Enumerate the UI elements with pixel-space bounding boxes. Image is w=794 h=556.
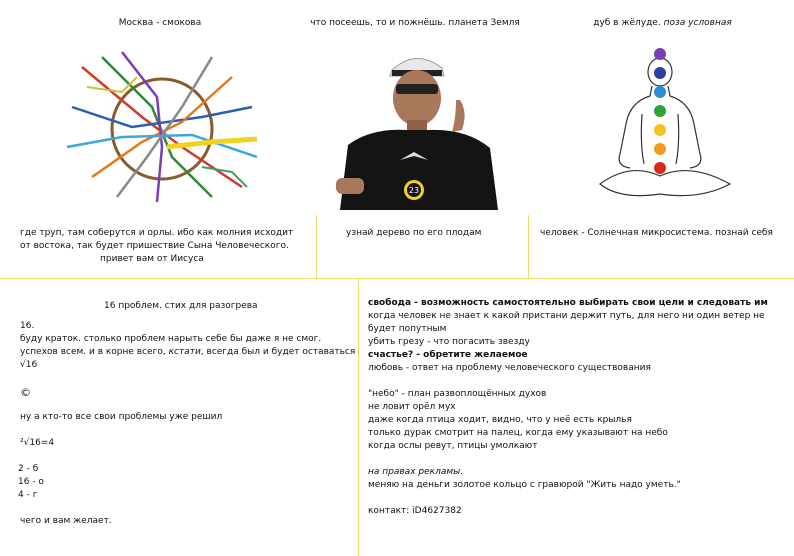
copyright-symbol: © — [20, 386, 31, 399]
left-line-equation: ²√16=4 — [20, 438, 55, 448]
right-line-eagle: не ловит орёл мух — [368, 402, 456, 412]
caption-oak — [565, 18, 760, 28]
caption-oak-plain: дуб в жёлуде. — [593, 18, 664, 28]
left-line-brief: буду краток. столько проблем нарыть себе бы даже я не смог. — [20, 334, 322, 344]
chakra-point — [654, 143, 666, 155]
chakra-point — [654, 124, 666, 136]
right-line-happiness: счастье? - обретите желаемое — [368, 350, 528, 360]
chakra-point — [654, 67, 666, 79]
left-line-solved: ну а кто-то все свои проблемы уже решил — [20, 412, 223, 422]
left-line-wish: чего и вам желает. — [20, 516, 112, 526]
divider-top-2 — [528, 215, 529, 278]
meditation-figure-image — [590, 44, 740, 202]
caption-moscow: Москва - смокова — [118, 18, 202, 28]
chakra-point — [654, 86, 666, 98]
left-line-16o: 16 - о — [18, 477, 44, 487]
metro-map-image — [62, 47, 262, 207]
chakra-points — [654, 48, 666, 174]
divider-top-1 — [316, 215, 317, 278]
right-top-quote: человек - Солнечная микросистема. познай себя — [540, 228, 773, 238]
center-top-quote: узнай дерево по его плодам — [346, 228, 482, 238]
left-line-2b: 2 - б — [18, 464, 39, 474]
left-line-success-italic: кстати — [168, 347, 201, 357]
left-top-quote-line3: привет вам от Иисуса — [100, 254, 204, 264]
left-panel-title: 16 проблем. стих для разогрева — [104, 301, 258, 311]
chakra-point — [654, 48, 666, 60]
left-top-quote: где труп, там соберутся и орлы. ибо как молния исходит от востока, так будет пришествие Сына Человеческого. — [20, 228, 294, 251]
ad-label: на правах рекламы. — [368, 467, 464, 477]
left-line-4g: 4 - г — [18, 490, 38, 500]
left-line-16: 16. — [20, 321, 35, 331]
right-line-donkeys: когда ослы ревут, птицы умолкают — [368, 441, 538, 451]
chakra-point — [654, 105, 666, 117]
divider-horizontal — [0, 278, 794, 279]
left-line-success-c: , всегда был и будет оставаться — [200, 347, 356, 357]
left-line-success — [20, 346, 355, 359]
chakra-point — [654, 162, 666, 174]
shirt-number: 23 — [408, 186, 420, 195]
right-line-sky: "небо" - план развоплощённых духов — [368, 389, 547, 399]
divider-bottom — [358, 278, 359, 556]
contact-id: контакт: iD4627382 — [368, 506, 462, 516]
left-line-success-a: успехов всем. и в корне всего, — [20, 347, 169, 357]
man-photo — [330, 40, 502, 210]
right-line-finger: только дурак смотрит на палец, когда ему указывают на небо — [368, 428, 668, 438]
right-line-bird: даже когда птица ходит, видно, что у неё есть крылья — [368, 415, 632, 425]
right-line-dream: убить грезу - что погасить звезду — [368, 337, 530, 347]
caption-oak-italic: поза условная — [663, 18, 732, 28]
left-line-sqrt16: √16 — [20, 360, 38, 370]
right-line-harbor: когда человек не знает к какой пристани держит путь, для него ни один ветер не будет попутным — [368, 311, 765, 334]
caption-planet: что посеешь, то и пожнёшь. планета Земля — [310, 18, 520, 28]
right-headline: свобода - возможность самостоятельно выбирать свои цели и следовать им — [368, 298, 768, 308]
right-line-love: любовь - ответ на проблему человеческого существования — [368, 363, 651, 373]
ad-text: меняю на деньги золотое кольцо с гравюрой "Жить надо уметь." — [368, 480, 681, 490]
